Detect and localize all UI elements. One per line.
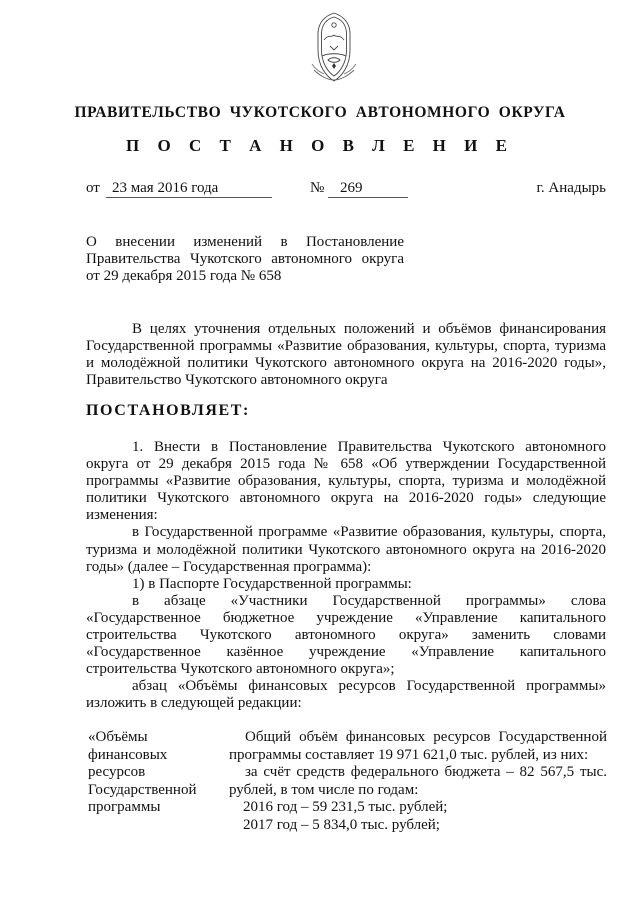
number-label: № bbox=[310, 180, 325, 196]
body-paragraph: в абзаце «Участники Государственной программы» слова «Государственное бюджетное учреждение «Управление капитального строительства Чукотского автономного округа» заменить словами «Государственное казённое учреждение «Управление капитального строительства Чукотского автономного округа»; bbox=[86, 592, 606, 678]
body-paragraph: 1) в Паспорте Государственной программы: bbox=[132, 575, 412, 592]
subject-line: О внесении изменений в Постановление bbox=[86, 234, 404, 250]
government-name: ПРАВИТЕЛЬСТВО ЧУКОТСКОГО АВТОНОМНОГО ОКРУГА bbox=[74, 104, 566, 121]
body-paragraph: абзац «Объёмы финансовых ресурсов Государственной программы» изложить в следующей редакции: bbox=[86, 678, 606, 712]
subject-line: от 29 декабря 2015 года № 658 bbox=[86, 268, 282, 284]
body-paragraph: 1. Внести в Постановление Правительства Чукотского автономного округа от 29 декабря 2015 года № 658 «Об утверждении Государственной программы «Развитие образования, культуры, спорта, туризма и молодёжной политики Чукотского автономного округа на 2016-2020 годы» следующие изменения: bbox=[86, 439, 606, 524]
financing-federal-text: за счёт средств федерального бюджета – 82 567,5 тыс. рублей, в том числе по годам: bbox=[229, 764, 607, 798]
table-label-line: программы bbox=[88, 799, 161, 816]
body-paragraph: в Государственной программе «Развитие образования, культуры, спорта, туризма и молодёжной политики Чукотского автономного округа на 2016-2020 годы» (далее – Государственная программа): bbox=[86, 524, 606, 575]
document-city: г. Анадырь bbox=[536, 180, 606, 196]
table-label-line: ресурсов bbox=[88, 764, 146, 781]
document-meta-row bbox=[86, 180, 606, 202]
document-number: 269 bbox=[328, 180, 408, 198]
coat-of-arms-emblem bbox=[306, 10, 362, 84]
table-label-line: «Объёмы bbox=[88, 729, 148, 745]
subject-line: Правительства Чукотского автономного округа bbox=[86, 251, 404, 267]
preamble-paragraph: В целях уточнения отдельных положений и объёмов финансирования Государственной программы «Развитие образования, культуры, спорта, туризма и молодёжной политики Чукотского автономного округа на 2016-2020 годы», Правительство Чукотского автономного округа bbox=[86, 321, 606, 389]
resolves-heading: ПОСТАНОВЛЯЕТ: bbox=[86, 402, 250, 419]
financing-table-label bbox=[88, 729, 218, 817]
financing-year-line: 2017 год – 5 834,0 тыс. рублей; bbox=[243, 816, 440, 833]
document-subject bbox=[86, 234, 404, 285]
resolution-body bbox=[86, 439, 606, 713]
table-label-line: Государственной bbox=[88, 781, 197, 798]
document-date: 23 мая 2016 года bbox=[106, 180, 272, 198]
financing-total-text: Общий объём финансовых ресурсов Государственной программы составляет 19 971 621,0 тыс. рублей, из них: bbox=[229, 729, 607, 763]
table-label-line: финансовых bbox=[88, 746, 168, 763]
document-type-title: П О С Т А Н О В Л Е Н И Е bbox=[126, 136, 514, 155]
financing-year-line: 2016 год – 59 231,5 тыс. рублей; bbox=[243, 799, 448, 816]
financing-table-content bbox=[229, 729, 607, 835]
preamble-block bbox=[86, 321, 606, 389]
date-prefix-label: от bbox=[86, 180, 100, 196]
